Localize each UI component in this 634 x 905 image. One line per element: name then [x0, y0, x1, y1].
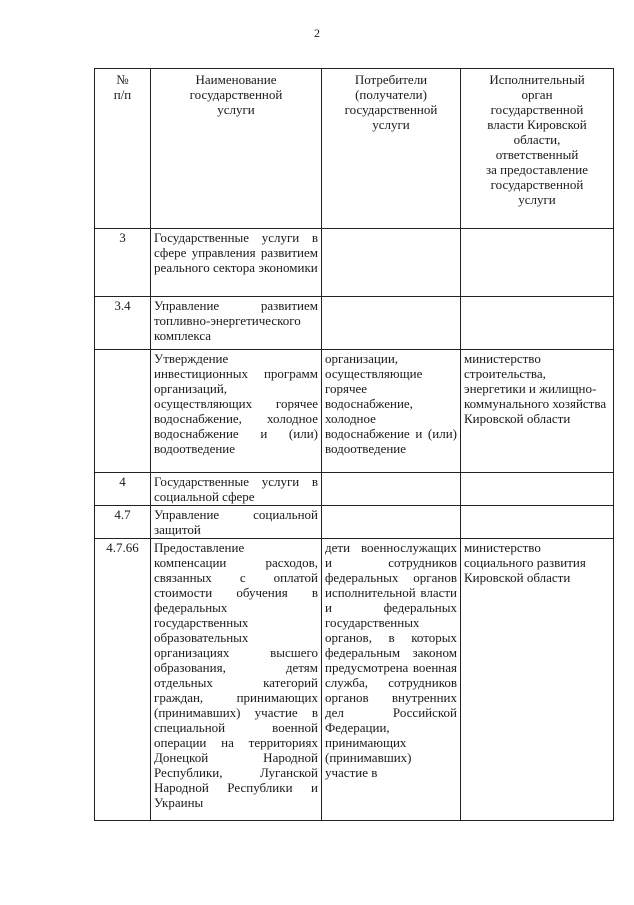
row-num: 3 — [95, 229, 151, 297]
row-num — [95, 350, 151, 473]
row-consumers — [322, 473, 461, 506]
row-executor — [461, 297, 614, 350]
table-row — [95, 506, 614, 539]
row-executor — [461, 506, 614, 539]
table-row — [95, 350, 614, 473]
row-name: Государственные услуги в социальной сфере — [151, 473, 322, 506]
header-executor: Исполнительный орган государственной власти Кировской области, ответственный за предоставление государственной услуги — [461, 69, 614, 229]
row-consumers — [322, 506, 461, 539]
row-consumers: организации, осуществляющие горячее водоснабжение, холодное водоснабжение и (или) водоотведение — [322, 350, 461, 473]
row-num: 3.4 — [95, 297, 151, 350]
row-name: Предоставление компенсации расходов, связанных с оплатой стоимости обучения в федеральных государственных образовательных организациях высшего образования, детям отдельных категорий граждан, принимающих (принимавших) участие в специальной военной операции на территориях Донецкой Народной Республики, Луганской Народной Республики и Украины — [151, 539, 322, 821]
row-name: Утверждение инвестиционных программ организаций, осуществляющих горячее водоснабжение, холодное водоснабжение и (или) водоотведение — [151, 350, 322, 473]
table-header-row — [95, 69, 614, 229]
header-num: № п/п — [95, 69, 151, 229]
row-name: Государственные услуги в сфере управления развитием реального сектора экономики — [151, 229, 322, 297]
row-name: Управление развитием топливно-энергетического комплекса — [151, 297, 322, 350]
table-row — [95, 229, 614, 297]
table-row — [95, 297, 614, 350]
services-table — [94, 68, 614, 821]
header-name: Наименование государственной услуги — [151, 69, 322, 229]
row-executor — [461, 473, 614, 506]
table-row — [95, 473, 614, 506]
row-num: 4.7 — [95, 506, 151, 539]
row-executor: министерство строительства, энергетики и жилищно-коммунального хозяйства Кировской области — [461, 350, 614, 473]
page-number: 2 — [314, 26, 320, 40]
table-row — [95, 539, 614, 821]
row-consumers: дети военнослужащих и сотрудников федеральных органов исполнительной власти и федеральных государственных органов, в которых федеральным законом предусмотрена военная служба, сотрудников органов внутренних дел Российской Федерации, принимающих (принимавших) участие в — [322, 539, 461, 821]
row-name: Управление социальной защитой — [151, 506, 322, 539]
row-executor: министерство социального развития Кировской области — [461, 539, 614, 821]
header-consumers: Потребители (получатели) государственной услуги — [322, 69, 461, 229]
row-num: 4.7.66 — [95, 539, 151, 821]
row-executor — [461, 229, 614, 297]
row-consumers — [322, 229, 461, 297]
row-num: 4 — [95, 473, 151, 506]
row-consumers — [322, 297, 461, 350]
